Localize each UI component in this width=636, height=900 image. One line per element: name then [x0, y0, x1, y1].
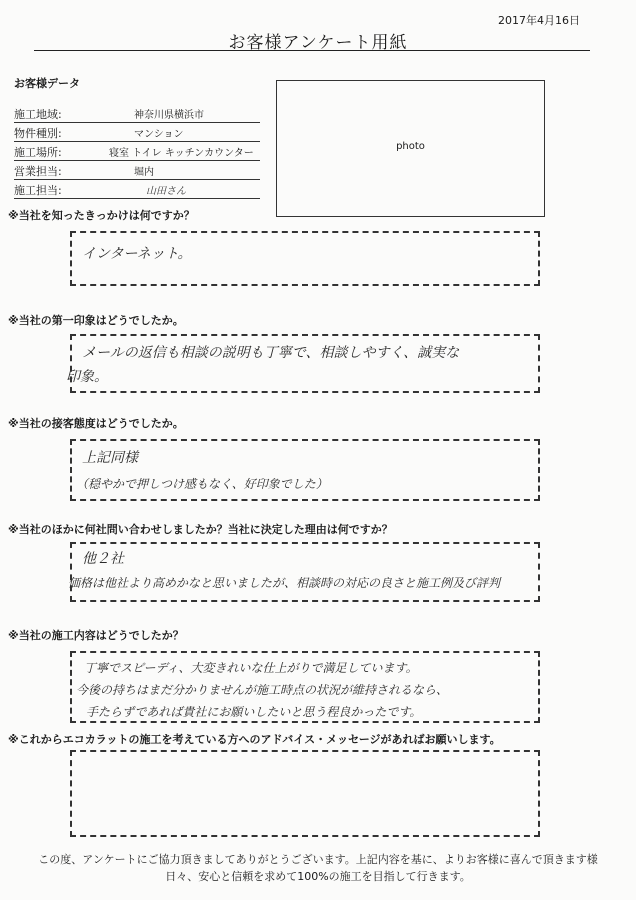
answer-box-3	[70, 439, 540, 501]
question-4: ※当社のほかに何社問い合わせしましたか？当社に決定した理由は何ですか？	[8, 523, 393, 536]
answer-line: （穏やかで押しつけ感もなく、好印象でした）	[76, 477, 328, 491]
survey-date: 2017年4月16日	[498, 14, 580, 27]
answer-line: 価格は他社より高めかなと思いましたが、相談時の対応の良さと施工例及び評判	[68, 576, 501, 590]
title-underline	[34, 50, 590, 51]
answer-line: メールの返信も相談の説明も丁寧で、相談しやすく、誠実な	[82, 345, 460, 361]
field-label: 施工場所:	[14, 146, 62, 159]
answer-box-1	[70, 231, 540, 286]
answer-line: 手たらずであれば貴社にお願いしたいと思う程良かったです。	[86, 705, 422, 719]
answer-box-4	[70, 542, 540, 602]
page-title: お客様アンケート用紙	[228, 33, 408, 53]
field-value: 神奈川県横浜市	[134, 110, 204, 121]
answer-line: 今後の持ちはまだ分かりませんが施工時点の状況が維持されるなら、	[76, 683, 449, 697]
answer-box-6	[70, 750, 540, 837]
field-label: 施工地域:	[14, 108, 62, 121]
question-6: ※これからエコカラットの施工を考えている方へのアドバイス・メッセージがあればお願いします。	[8, 733, 501, 746]
footer-line-1: この度、アンケートにご協力頂きましてありがとうございます。上記内容を基に、よりお客様に喜んで頂きます様	[38, 853, 598, 866]
field-row-sales-rep	[14, 160, 260, 180]
answer-line: 他２社	[82, 551, 124, 567]
field-row-area	[14, 103, 260, 123]
customer-data-heading: お客様データ	[14, 77, 80, 90]
question-2: ※当社の第一印象はどうでしたか。	[8, 314, 184, 327]
question-3: ※当社の接客態度はどうでしたか。	[8, 417, 184, 430]
question-5: ※当社の施工内容はどうでしたか？	[8, 629, 184, 642]
answer-line: 丁寧でスピーディ、大変きれいな仕上がりで満足しています。	[84, 661, 418, 675]
field-label: 物件種別:	[14, 127, 62, 140]
field-value-handwritten: 山田さん	[146, 186, 186, 197]
answer-line: インターネット。	[82, 246, 192, 262]
answer-box-5	[70, 651, 540, 723]
field-row-installer	[14, 179, 260, 199]
photo-box	[276, 80, 545, 217]
field-row-property-type	[14, 122, 260, 142]
field-value: マンション	[134, 129, 184, 140]
field-label: 営業担当:	[14, 165, 62, 178]
field-label: 施工担当:	[14, 184, 62, 197]
answer-line: 印象。	[66, 369, 108, 385]
photo-label: photo	[396, 141, 425, 152]
field-row-location	[14, 141, 260, 161]
answer-line: 上記同様	[82, 450, 138, 466]
field-value: 堀内	[134, 167, 154, 178]
answer-box-2	[66, 334, 540, 393]
footer-line-2: 日々、安心と信頼を求めて100%の施工を目指して行きます。	[165, 870, 471, 883]
question-1: ※当社を知ったきっかけは何ですか？	[8, 209, 195, 222]
field-value: 寝室 トイレ キッチンカウンター	[109, 148, 254, 159]
